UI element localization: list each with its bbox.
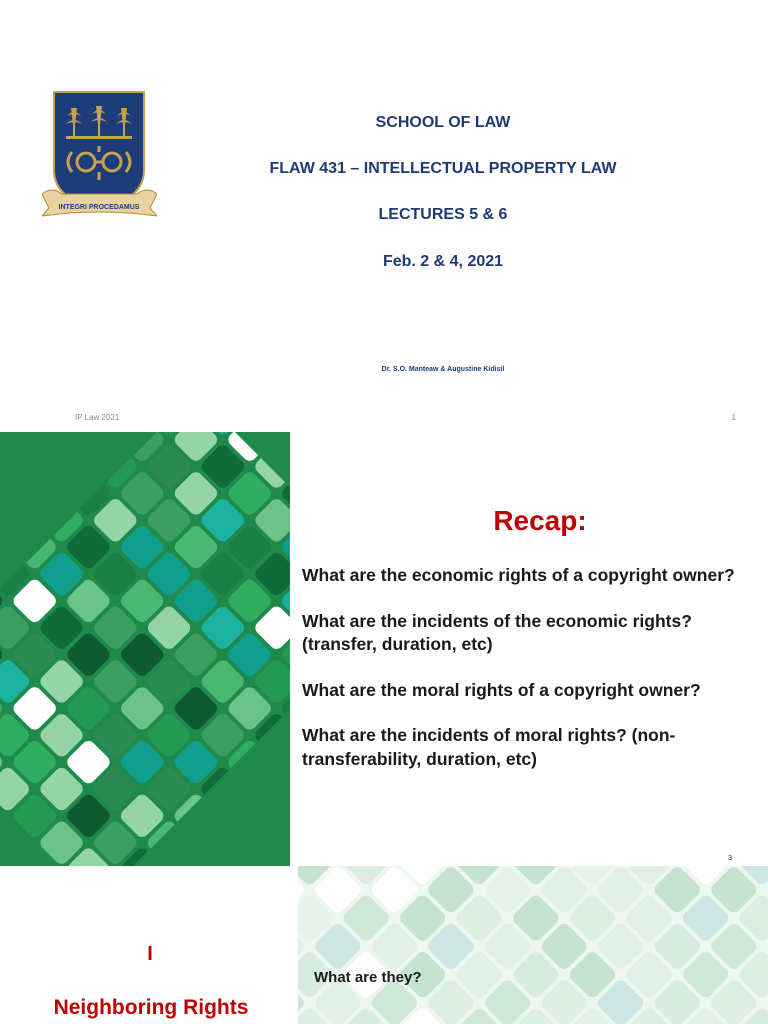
recap-question-list (302, 564, 742, 793)
lecture-number: LECTURES 5 & 6 (378, 206, 508, 223)
lecture-date: Feb. 2 & 4, 2021 (382, 253, 504, 270)
neighboring-rights-slide (0, 866, 768, 1024)
section-question: What are they? (314, 969, 422, 986)
footer-course: IP Law 2021 (75, 413, 120, 422)
list-item: What are the incidents of moral rights? (non-transferability, duration, etc) (302, 725, 676, 769)
section-numeral: I (147, 943, 153, 965)
list-item: What are the economic rights of a copyright owner? (302, 565, 735, 585)
school-name: SCHOOL OF LAW (375, 114, 511, 131)
crest-motto: INTEGRI PROCEDAMUS (58, 204, 140, 211)
section-heading: Neighboring Rights (53, 996, 249, 1019)
recap-title: Recap: (493, 505, 587, 536)
authors: Dr. S.O. Manteaw & Augustine Kidisil (381, 366, 505, 373)
list-item: What are the incidents of the economic rights? (transfer, duration, etc) (302, 610, 692, 654)
recap-slide (0, 432, 768, 866)
page-number: 1 (731, 413, 736, 422)
university-crest-logo (42, 90, 157, 220)
title-slide (0, 0, 768, 432)
course-title: FLAW 431 – INTELLECTUAL PROPERTY LAW (269, 160, 617, 177)
green-mosaic-decoration (0, 432, 290, 866)
page-number: 3 (728, 855, 732, 862)
faded-mosaic-decoration (298, 866, 768, 1024)
list-item: What are the moral rights of a copyright owner? (302, 679, 701, 700)
